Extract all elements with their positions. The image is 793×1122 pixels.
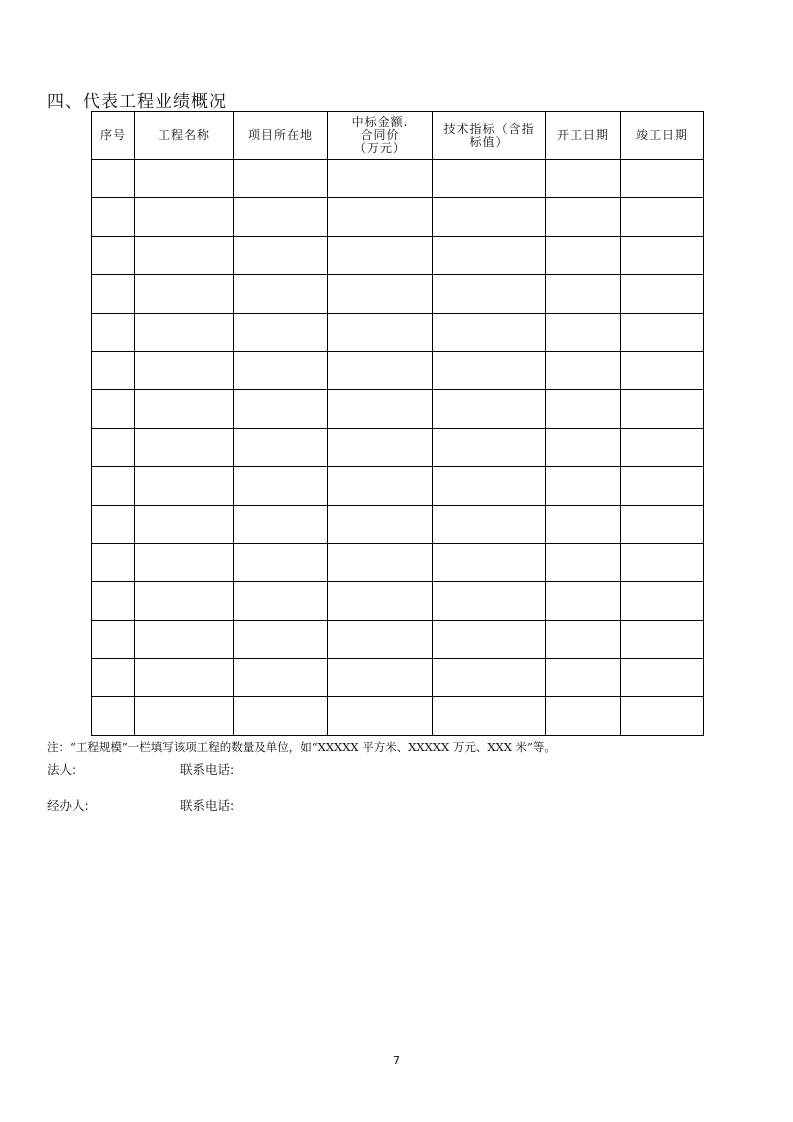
table-cell[interactable] xyxy=(433,160,546,198)
table-cell[interactable] xyxy=(621,160,704,198)
table-cell[interactable] xyxy=(234,505,328,543)
table-cell[interactable] xyxy=(92,351,135,389)
table-cell[interactable] xyxy=(135,659,234,697)
legal-person-row xyxy=(47,760,235,778)
table-row xyxy=(92,236,704,274)
table-cell[interactable] xyxy=(135,428,234,466)
performance-table xyxy=(91,111,704,736)
table-cell[interactable] xyxy=(328,351,433,389)
table-cell[interactable] xyxy=(92,390,135,428)
table-row xyxy=(92,620,704,658)
table-cell[interactable] xyxy=(621,582,704,620)
table-row xyxy=(92,582,704,620)
contact-phone-label: 联系电话: xyxy=(180,762,235,777)
table-cell[interactable] xyxy=(135,275,234,313)
table-cell[interactable] xyxy=(328,275,433,313)
table-cell[interactable] xyxy=(328,428,433,466)
table-cell[interactable] xyxy=(621,505,704,543)
table-cell[interactable] xyxy=(234,428,328,466)
table-row xyxy=(92,390,704,428)
table-cell[interactable] xyxy=(546,313,621,351)
table-cell[interactable] xyxy=(135,160,234,198)
table-cell[interactable] xyxy=(328,236,433,274)
table-cell[interactable] xyxy=(621,313,704,351)
table-cell[interactable] xyxy=(135,620,234,658)
table-cell[interactable] xyxy=(621,236,704,274)
table-cell[interactable] xyxy=(621,198,704,236)
table-cell[interactable] xyxy=(92,697,135,735)
table-cell[interactable] xyxy=(433,582,546,620)
handler-row xyxy=(47,796,235,814)
section-title: 四、代表工程业绩概况 xyxy=(47,92,227,112)
table-cell[interactable] xyxy=(135,198,234,236)
table-cell[interactable] xyxy=(234,620,328,658)
table-cell[interactable] xyxy=(92,467,135,505)
table-cell[interactable] xyxy=(433,428,546,466)
table-cell[interactable] xyxy=(433,313,546,351)
table-cell[interactable] xyxy=(621,351,704,389)
table-cell[interactable] xyxy=(234,543,328,581)
legal-person-label: 法人: xyxy=(47,762,77,777)
table-cell[interactable] xyxy=(433,659,546,697)
table-row xyxy=(92,697,704,735)
table-cell[interactable] xyxy=(328,697,433,735)
table-cell[interactable] xyxy=(433,236,546,274)
table-cell[interactable] xyxy=(546,236,621,274)
table-cell[interactable] xyxy=(433,467,546,505)
table-row xyxy=(92,543,704,581)
table-cell[interactable] xyxy=(328,659,433,697)
table-cell[interactable] xyxy=(546,697,621,735)
table-cell[interactable] xyxy=(234,467,328,505)
table-row xyxy=(92,659,704,697)
table-cell[interactable] xyxy=(234,275,328,313)
table-cell[interactable] xyxy=(234,313,328,351)
table-cell[interactable] xyxy=(433,543,546,581)
table-cell[interactable] xyxy=(546,198,621,236)
table-cell[interactable] xyxy=(328,467,433,505)
table-cell[interactable] xyxy=(234,582,328,620)
table-cell[interactable] xyxy=(328,543,433,581)
table-cell[interactable] xyxy=(234,160,328,198)
table-row xyxy=(92,160,704,198)
table-cell[interactable] xyxy=(621,467,704,505)
table-cell[interactable] xyxy=(135,236,234,274)
table-cell[interactable] xyxy=(135,582,234,620)
column-header-start-date: 开工日期 xyxy=(546,112,621,160)
table-cell[interactable] xyxy=(135,313,234,351)
table-cell[interactable] xyxy=(328,582,433,620)
table-cell[interactable] xyxy=(234,390,328,428)
table-cell[interactable] xyxy=(234,236,328,274)
table-cell[interactable] xyxy=(92,659,135,697)
table-row xyxy=(92,275,704,313)
table-cell[interactable] xyxy=(328,505,433,543)
table-cell[interactable] xyxy=(433,351,546,389)
table-header-row xyxy=(92,112,704,160)
table-cell[interactable] xyxy=(92,543,135,581)
table-cell[interactable] xyxy=(433,620,546,658)
table-cell[interactable] xyxy=(546,275,621,313)
table-cell[interactable] xyxy=(621,697,704,735)
table-cell[interactable] xyxy=(328,313,433,351)
table-cell[interactable] xyxy=(546,428,621,466)
table-row xyxy=(92,467,704,505)
page-number: 7 xyxy=(393,1054,400,1067)
table-cell[interactable] xyxy=(135,351,234,389)
table-cell[interactable] xyxy=(135,467,234,505)
form-note: 注：“工程规模”一栏填写该项工程的数量及单位，如“XXXXX 平方米、XXXXX 万元、XXX 米”等。 xyxy=(47,740,556,754)
table-cell[interactable] xyxy=(621,620,704,658)
table-cell[interactable] xyxy=(433,390,546,428)
table-cell[interactable] xyxy=(92,160,135,198)
column-header-contract-amount: 中标金额. 合同价 （万元） xyxy=(328,112,433,160)
table-cell[interactable] xyxy=(433,697,546,735)
table-cell[interactable] xyxy=(546,467,621,505)
table-cell[interactable] xyxy=(328,160,433,198)
table-row xyxy=(92,428,704,466)
table-cell[interactable] xyxy=(92,236,135,274)
table-cell[interactable] xyxy=(234,697,328,735)
table-cell[interactable] xyxy=(621,390,704,428)
table-cell[interactable] xyxy=(135,697,234,735)
table-cell[interactable] xyxy=(234,351,328,389)
table-cell[interactable] xyxy=(546,505,621,543)
column-header-technical-specs: 技术指标（含指 标值） xyxy=(433,112,546,160)
table-cell[interactable] xyxy=(135,390,234,428)
table-cell[interactable] xyxy=(621,275,704,313)
table-cell[interactable] xyxy=(328,198,433,236)
table-row xyxy=(92,198,704,236)
table-row xyxy=(92,313,704,351)
table-cell[interactable] xyxy=(234,659,328,697)
table-cell[interactable] xyxy=(328,390,433,428)
column-header-project-name: 工程名称 xyxy=(135,112,234,160)
table-body xyxy=(92,160,704,736)
column-header-index: 序号 xyxy=(92,112,135,160)
table-cell[interactable] xyxy=(92,275,135,313)
table-cell[interactable] xyxy=(92,198,135,236)
table-cell[interactable] xyxy=(546,351,621,389)
table-cell[interactable] xyxy=(546,543,621,581)
table-cell[interactable] xyxy=(621,659,704,697)
table-row xyxy=(92,505,704,543)
table-cell[interactable] xyxy=(92,582,135,620)
table-cell[interactable] xyxy=(546,620,621,658)
column-header-location: 项目所在地 xyxy=(234,112,328,160)
column-header-completion-date: 竣工日期 xyxy=(621,112,704,160)
table-cell[interactable] xyxy=(433,505,546,543)
table-cell[interactable] xyxy=(135,505,234,543)
table-cell[interactable] xyxy=(92,505,135,543)
table-cell[interactable] xyxy=(433,275,546,313)
table-cell[interactable] xyxy=(621,428,704,466)
handler-label: 经办人: xyxy=(47,798,89,813)
table-cell[interactable] xyxy=(234,198,328,236)
table-cell[interactable] xyxy=(135,543,234,581)
table-cell[interactable] xyxy=(433,198,546,236)
table-cell[interactable] xyxy=(621,543,704,581)
table-cell[interactable] xyxy=(92,313,135,351)
table-cell[interactable] xyxy=(546,390,621,428)
table-cell[interactable] xyxy=(328,620,433,658)
table-cell[interactable] xyxy=(546,160,621,198)
table-cell[interactable] xyxy=(92,620,135,658)
table-cell[interactable] xyxy=(92,428,135,466)
table-cell[interactable] xyxy=(546,659,621,697)
table-cell[interactable] xyxy=(546,582,621,620)
table-row xyxy=(92,351,704,389)
contact-phone-label: 联系电话: xyxy=(180,798,235,813)
